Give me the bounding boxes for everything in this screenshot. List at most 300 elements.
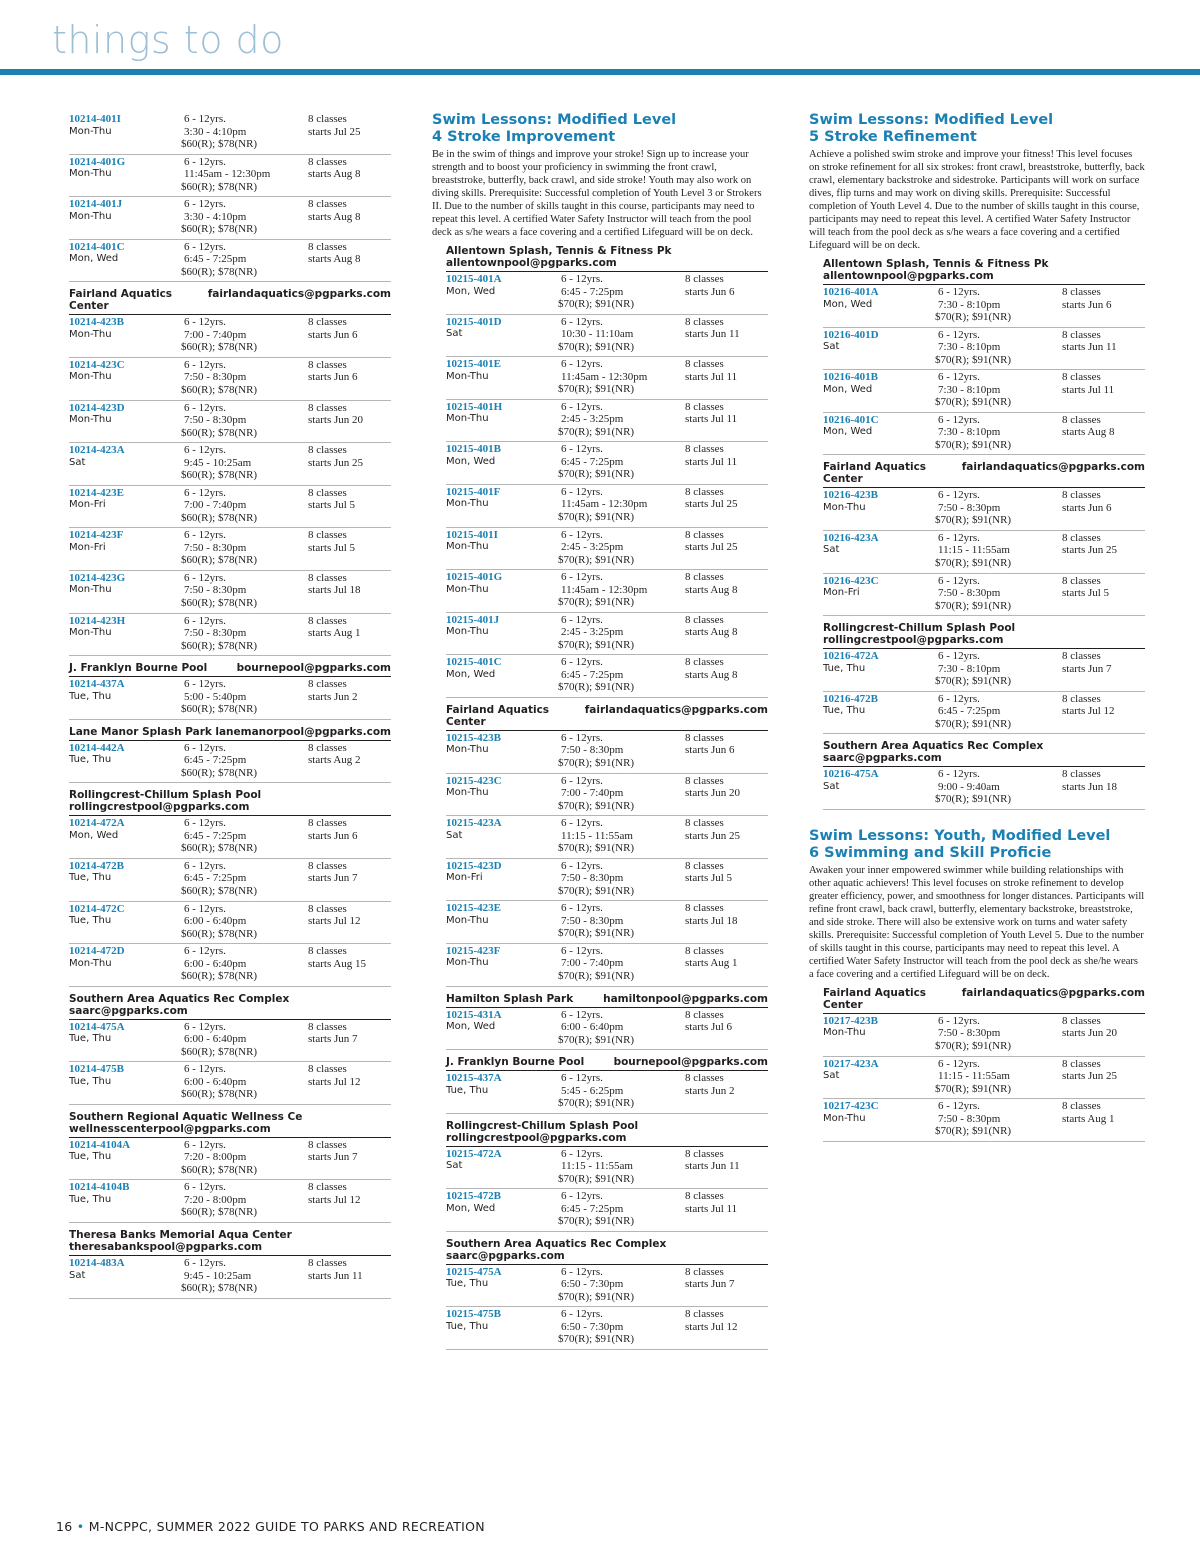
class-row [69, 571, 391, 614]
class-start: starts Jun 7 [308, 1151, 358, 1164]
class-code: 10214-442A [69, 741, 125, 754]
class-fee: $70(R); $91(NR) [935, 793, 1012, 806]
class-time: 6:00 - 6:40pm [184, 1033, 247, 1046]
class-age: 6 - 12yrs. [938, 328, 980, 341]
page-footer [56, 1519, 485, 1534]
class-count: 8 classes [1062, 692, 1101, 705]
class-age: 6 - 12yrs. [561, 859, 603, 872]
class-fee: $70(R); $91(NR) [935, 438, 1012, 451]
class-row [69, 358, 391, 401]
class-age: 6 - 12yrs. [938, 531, 980, 544]
class-age: 6 - 12yrs. [184, 741, 226, 754]
class-time: 7:50 - 8:30pm [938, 1112, 1001, 1125]
class-days: Mon, Wed [446, 455, 496, 467]
class-fee: $70(R); $91(NR) [935, 1082, 1012, 1095]
class-time: 9:00 - 9:40am [938, 780, 1000, 793]
class-days: Tue, Thu [69, 1151, 112, 1163]
class-age: 6 - 12yrs. [184, 316, 226, 329]
class-days: Tue, Thu [446, 1320, 489, 1332]
class-row [69, 859, 391, 902]
class-start: starts Aug 2 [308, 754, 361, 767]
class-age: 6 - 12yrs. [184, 614, 226, 627]
location-header [823, 740, 1145, 767]
class-count: 8 classes [1062, 1057, 1101, 1070]
class-count: 8 classes [685, 817, 724, 830]
class-count: 8 classes [308, 571, 347, 584]
class-start: starts Jun 18 [1062, 780, 1117, 793]
class-days: Mon, Wed [69, 829, 119, 841]
class-start: starts Jun 25 [1062, 544, 1117, 557]
class-code: 10216-423A [823, 531, 879, 544]
class-age: 6 - 12yrs. [561, 1190, 603, 1203]
class-code: 10215-401D [446, 315, 502, 328]
class-count: 8 classes [1062, 1100, 1101, 1113]
class-time: 2:45 - 3:25pm [561, 626, 624, 639]
class-code: 10214-423D [69, 401, 125, 414]
class-row [446, 859, 768, 902]
class-start: starts Jun 11 [685, 328, 740, 341]
location-name: Southern Area Aquatics Rec Complex [823, 740, 1044, 753]
class-fee: $70(R); $91(NR) [558, 510, 635, 523]
class-time: 7:00 - 7:40pm [184, 328, 247, 341]
class-age: 6 - 12yrs. [561, 485, 603, 498]
class-row [69, 816, 391, 859]
class-time: 5:45 - 6:25pm [561, 1084, 624, 1097]
class-fee: $70(R); $91(NR) [558, 1290, 635, 1303]
class-fee: $70(R); $91(NR) [558, 1097, 635, 1110]
class-days: Mon, Wed [823, 426, 873, 438]
class-start: starts Jul 12 [308, 915, 361, 927]
location-email: rollingcrestpool@pgparks.com [446, 1131, 627, 1144]
class-time: 11:15 - 11:55am [561, 829, 633, 842]
class-fee: $60(R); $78(NR) [181, 223, 258, 236]
class-row [69, 315, 391, 358]
class-code: 10215-401G [446, 571, 503, 584]
class-days: Sat [69, 1269, 86, 1281]
class-age: 6 - 12yrs. [184, 945, 226, 958]
class-days: Mon-Thu [69, 371, 112, 383]
class-fee: $70(R); $91(NR) [558, 298, 635, 310]
location-header [69, 1229, 391, 1256]
class-days: Mon, Wed [69, 253, 119, 265]
class-count: 8 classes [685, 656, 724, 669]
class-count: 8 classes [1062, 574, 1101, 587]
class-row [446, 1307, 768, 1350]
class-count: 8 classes [308, 1138, 347, 1151]
class-code: 10217-423A [823, 1057, 879, 1070]
class-code: 10214-4104A [69, 1138, 131, 1151]
class-count: 8 classes [308, 113, 347, 125]
class-days: Tue, Thu [69, 1193, 112, 1205]
class-count: 8 classes [308, 678, 347, 691]
class-days: Tue, Thu [69, 754, 112, 766]
class-code: 10215-423B [446, 731, 501, 744]
class-days: Tue, Thu [69, 1075, 112, 1087]
location-name: Rollingcrest-Chillum Splash Pool [69, 789, 262, 802]
class-code: 10214-437A [69, 678, 125, 691]
class-days: Tue, Thu [69, 690, 112, 702]
location-name: Fairland Aquatics Center [446, 703, 550, 728]
class-code: 10215-401B [446, 443, 501, 456]
class-fee: $70(R); $91(NR) [935, 311, 1012, 323]
class-time: 5:00 - 5:40pm [184, 690, 247, 703]
class-count: 8 classes [1062, 286, 1101, 298]
location-email: rollingcrestpool@pgparks.com [69, 801, 250, 814]
class-code: 10215-437A [446, 1072, 502, 1085]
class-row [446, 1008, 768, 1051]
class-row [69, 1256, 391, 1299]
class-fee: $70(R); $91(NR) [558, 340, 635, 353]
class-start: starts Jul 5 [685, 872, 733, 885]
class-age: 6 - 12yrs. [561, 273, 603, 285]
class-code: 10214-423A [69, 444, 125, 457]
class-time: 7:00 - 7:40pm [184, 499, 247, 512]
location-group [446, 704, 768, 987]
class-count: 8 classes [308, 1257, 347, 1270]
location-group [446, 1238, 768, 1350]
location-header [69, 1111, 391, 1138]
class-start: starts Jun 6 [308, 829, 358, 842]
class-fee: $70(R); $91(NR) [935, 1039, 1012, 1052]
location-name: Allentown Splash, Tennis & Fitness Pk [823, 258, 1049, 270]
class-row [69, 944, 391, 987]
class-days: Mon-Thu [69, 957, 112, 969]
class-days: Mon-Fri [446, 872, 483, 884]
class-start: starts Jul 25 [685, 541, 738, 554]
class-row [69, 902, 391, 945]
class-row [69, 197, 391, 240]
class-days: Tue, Thu [69, 1033, 112, 1045]
class-time: 6:45 - 7:25pm [938, 705, 1001, 718]
class-days: Mon-Thu [69, 168, 112, 180]
class-code: 10217-423B [823, 1014, 878, 1027]
class-fee: $70(R); $91(NR) [558, 756, 635, 769]
class-start: starts Jul 12 [308, 1075, 361, 1088]
location-header [446, 704, 768, 731]
class-row [823, 692, 1145, 735]
class-start: starts Jun 25 [685, 829, 740, 842]
class-count: 8 classes [308, 817, 347, 830]
class-time: 6:45 - 7:25pm [561, 455, 624, 468]
class-code: 10214-472D [69, 945, 125, 958]
class-code: 10215-401E [446, 358, 501, 371]
class-start: starts Jun 20 [685, 787, 740, 800]
class-row [446, 528, 768, 571]
location-group [823, 622, 1145, 734]
class-time: 6:45 - 7:25pm [184, 872, 247, 885]
class-start: starts Aug 8 [308, 253, 361, 266]
class-fee: $70(R); $91(NR) [935, 514, 1012, 527]
class-count: 8 classes [685, 1190, 724, 1203]
class-age: 6 - 12yrs. [184, 817, 226, 830]
class-days: Tue, Thu [446, 1084, 489, 1096]
location-name: Fairland Aquatics Center [823, 461, 927, 486]
class-time: 7:50 - 8:30pm [184, 414, 247, 427]
location-group [823, 258, 1145, 455]
class-fee: $70(R); $91(NR) [935, 675, 1012, 688]
class-code: 10214-472A [69, 817, 125, 830]
class-row [69, 155, 391, 198]
class-count: 8 classes [308, 358, 347, 371]
class-fee: $70(R); $91(NR) [935, 717, 1012, 730]
location-email: bournepool@pgparks.com [236, 662, 391, 675]
column-2 [432, 112, 768, 1350]
page-number: 16 [56, 1519, 73, 1534]
class-row [446, 944, 768, 987]
class-age: 6 - 12yrs. [938, 574, 980, 587]
class-time: 6:00 - 6:40pm [561, 1021, 624, 1033]
class-code: 10216-401B [823, 371, 878, 384]
class-row [446, 1147, 768, 1190]
class-count: 8 classes [1062, 768, 1101, 781]
class-fee: $60(R); $78(NR) [181, 639, 258, 652]
class-fee: $70(R); $91(NR) [935, 556, 1012, 569]
class-row [823, 574, 1145, 617]
class-code: 10216-423B [823, 489, 878, 502]
class-fee: $70(R); $91(NR) [558, 842, 635, 855]
class-code: 10216-401C [823, 413, 879, 426]
class-age: 6 - 12yrs. [184, 678, 226, 691]
class-time: 7:50 - 8:30pm [561, 872, 624, 885]
section-description: Awaken your inner empowered swimmer while building relationships with other aquatic achievers! This level focuses on stroke refinement to develop greater efficiency, power, and smoothness for longer distances. Participants will refine front crawl, back crawl, butterfly, elementary backstroke, breaststroke, and side stroke. There will also be extensive work on turns and water safety skills. Prerequisite: Successful completion of Youth Level 5. Due to the number of skills taught in this course, participants may need to repeat this level. A certified Water Safety Instructor will teach from the pool deck as she/he wears a face covering and a certified Lifeguard will be on deck. [809, 864, 1145, 980]
class-fee: $60(R); $78(NR) [181, 1045, 258, 1058]
class-count: 8 classes [685, 944, 724, 957]
class-row [823, 767, 1145, 810]
class-time: 6:45 - 7:25pm [561, 668, 624, 681]
section-title [809, 828, 1145, 862]
section-gap [809, 810, 1145, 828]
location-group [823, 987, 1145, 1142]
class-code: 10215-423E [446, 902, 501, 915]
class-time: 6:50 - 7:30pm [561, 1320, 624, 1333]
class-time: 6:00 - 6:40pm [184, 915, 247, 927]
class-row [446, 485, 768, 528]
class-time: 7:00 - 7:40pm [561, 787, 624, 800]
class-time: 11:45am - 12:30pm [184, 168, 271, 181]
class-start: starts Jun 6 [308, 328, 358, 341]
class-fee: $70(R); $91(NR) [558, 681, 635, 694]
location-name: Southern Area Aquatics Rec Complex [446, 1237, 667, 1250]
class-age: 6 - 12yrs. [184, 529, 226, 542]
class-age: 6 - 12yrs. [561, 358, 603, 371]
class-code: 10214-401G [69, 155, 126, 168]
class-row [446, 655, 768, 698]
section-description: Be in the swim of things and improve your stroke! Sign up to increase your strength and to boost your proficiency in swimming the front crawl, breaststroke, butterfly, back crawl, and side stroke! Youth may also work on diving skills. Prerequisite: Successful completion of Youth Level 3 or Strokers II. Due to the number of skills taught in this course, participants may need to repeat this level. A certified Water Safety Instructor will teach from the pool deck as s/he wears a face covering and a certified Lifeguard will be on deck. [432, 149, 762, 238]
class-fee: $70(R); $91(NR) [558, 799, 635, 812]
class-age: 6 - 12yrs. [561, 315, 603, 328]
class-row [446, 1071, 768, 1114]
class-days: Mon-Fri [69, 541, 106, 553]
location-header [823, 258, 1145, 285]
class-start: starts Jul 12 [308, 1193, 361, 1206]
class-start: starts Jul 11 [1062, 383, 1115, 396]
class-start: starts Jul 5 [1062, 587, 1110, 600]
section-description: Achieve a polished swim stroke and improve your fitness! This level focuses on stroke refinement for all six strokes: front crawl, breaststroke, butterfly, back crawl, elementary backstroke and sidestroke. Participants will work on surface dives, flip turns and may work on diving skills. Prerequisite: Successful completion of Youth Level 4. Due to the number of skills taught in this course, participants may need to repeat this level. A certified Water Safety Instructor will teach from the pool deck as s/he wears a face covering and a certified Lifeguard will be on deck. [809, 149, 1145, 251]
location-email: fairlandaquatics@pgparks.com [207, 288, 391, 301]
class-code: 10215-431A [446, 1008, 502, 1021]
class-code: 10216-401A [823, 286, 879, 298]
class-age: 6 - 12yrs. [561, 817, 603, 830]
class-row [69, 1138, 391, 1181]
class-age: 6 - 12yrs. [561, 656, 603, 669]
class-age: 6 - 12yrs. [561, 731, 603, 744]
location-email: saarc@pgparks.com [823, 752, 942, 765]
class-row [823, 531, 1145, 574]
class-count: 8 classes [308, 240, 347, 253]
class-count: 8 classes [685, 315, 724, 328]
class-count: 8 classes [1062, 413, 1101, 426]
class-code: 10214-4104B [69, 1181, 130, 1194]
class-fee: $60(R); $78(NR) [181, 265, 258, 278]
class-row [446, 1265, 768, 1308]
class-days: Sat [446, 829, 463, 841]
class-time: 9:45 - 10:25am [184, 456, 252, 469]
class-count: 8 classes [1062, 489, 1101, 502]
class-code: 10215-401I [446, 528, 498, 541]
class-age: 6 - 12yrs. [561, 613, 603, 626]
class-age: 6 - 12yrs. [561, 944, 603, 957]
class-fee: $70(R); $91(NR) [558, 1033, 635, 1046]
class-start: starts Jun 2 [308, 690, 358, 703]
class-age: 6 - 12yrs. [938, 768, 980, 781]
class-code: 10216-401D [823, 328, 879, 341]
class-count: 8 classes [685, 571, 724, 584]
section-title [432, 112, 768, 146]
class-time: 7:30 - 8:10pm [938, 426, 1001, 439]
class-code: 10216-423C [823, 574, 879, 587]
class-count: 8 classes [308, 945, 347, 958]
class-time: 6:50 - 7:30pm [561, 1278, 624, 1291]
class-fee: $60(R); $78(NR) [181, 341, 258, 354]
class-fee: $70(R); $91(NR) [935, 353, 1012, 366]
location-name: Fairland Aquatics Center [69, 288, 173, 313]
section-title [809, 112, 1145, 146]
section-title-line1: Swim Lessons: Modified Level [432, 112, 677, 128]
class-start: starts Jul 25 [685, 498, 738, 511]
class-start: starts Jul 5 [308, 541, 356, 554]
class-fee: $60(R); $78(NR) [181, 1282, 258, 1295]
class-groups [809, 258, 1145, 810]
class-age: 6 - 12yrs. [561, 774, 603, 787]
class-time: 11:45am - 12:30pm [561, 498, 648, 511]
class-code: 10215-475A [446, 1265, 502, 1278]
location-email: theresabankspool@pgparks.com [69, 1241, 263, 1254]
location-header [446, 1120, 768, 1147]
class-age: 6 - 12yrs. [184, 1020, 226, 1033]
class-days: Mon-Thu [446, 583, 489, 595]
class-fee: $70(R); $91(NR) [558, 1333, 635, 1346]
class-age: 6 - 12yrs. [561, 1308, 603, 1321]
class-count: 8 classes [685, 1008, 724, 1021]
location-header [446, 1238, 768, 1265]
class-days: Tue, Thu [69, 915, 112, 926]
class-time: 7:50 - 8:30pm [938, 501, 1001, 514]
class-count: 8 classes [308, 902, 347, 915]
location-group [69, 1229, 391, 1299]
class-start: starts Jun 11 [685, 1160, 740, 1173]
column-1 [69, 112, 391, 1299]
class-age: 6 - 12yrs. [938, 489, 980, 502]
class-count: 8 classes [685, 1308, 724, 1321]
class-days: Sat [446, 1160, 463, 1172]
class-age: 6 - 12yrs. [938, 692, 980, 705]
class-days: Mon, Wed [446, 1021, 496, 1032]
class-count: 8 classes [1062, 371, 1101, 384]
location-header [69, 288, 391, 315]
class-fee: $70(R); $91(NR) [935, 1125, 1012, 1138]
class-start: starts Aug 8 [308, 210, 361, 223]
class-start: starts Jun 25 [308, 456, 363, 469]
class-count: 8 classes [685, 774, 724, 787]
class-fee: $70(R); $91(NR) [558, 638, 635, 651]
class-fee: $70(R); $91(NR) [558, 383, 635, 396]
class-row [69, 1180, 391, 1223]
class-code: 10215-475B [446, 1308, 501, 1321]
class-row [823, 370, 1145, 413]
class-fee: $70(R); $91(NR) [558, 596, 635, 609]
class-age: 6 - 12yrs. [561, 528, 603, 541]
location-header [823, 622, 1145, 649]
class-start: starts Jul 18 [685, 914, 738, 927]
location-header [69, 726, 391, 741]
class-days: Tue, Thu [823, 662, 866, 674]
location-header [823, 987, 1145, 1014]
location-email: saarc@pgparks.com [446, 1249, 565, 1262]
location-header [69, 789, 391, 816]
class-code: 10214-475A [69, 1020, 125, 1033]
class-days: Sat [823, 780, 840, 792]
class-row [446, 901, 768, 944]
class-days: Mon-Thu [446, 541, 489, 553]
class-count: 8 classes [1062, 328, 1101, 341]
location-email: fairlandaquatics@pgparks.com [584, 703, 768, 716]
class-age: 6 - 12yrs. [561, 902, 603, 915]
class-row [69, 486, 391, 529]
class-time: 7:20 - 8:00pm [184, 1193, 247, 1206]
class-code: 10215-472B [446, 1190, 501, 1203]
class-row [823, 1014, 1145, 1057]
class-days: Mon-Thu [446, 744, 489, 756]
class-groups [809, 987, 1145, 1142]
class-code: 10216-472A [823, 650, 879, 663]
location-group [446, 245, 768, 698]
location-header [446, 245, 768, 272]
class-row [446, 613, 768, 656]
class-age: 6 - 12yrs. [184, 198, 226, 211]
location-group [823, 740, 1145, 810]
class-time: 7:30 - 8:10pm [938, 662, 1001, 675]
class-days: Mon-Thu [69, 210, 112, 222]
section-title-line2: 4 Stroke Improvement [432, 129, 616, 145]
class-days: Mon-Fri [823, 587, 860, 599]
class-code: 10214-401J [69, 198, 123, 211]
class-start: starts Jun 11 [1062, 341, 1117, 354]
class-fee: $60(R); $78(NR) [181, 426, 258, 439]
class-start: starts Aug 8 [1062, 426, 1115, 439]
location-name: Rollingcrest-Chillum Splash Pool [446, 1119, 639, 1132]
class-count: 8 classes [685, 1265, 724, 1278]
location-name: Theresa Banks Memorial Aqua Center [69, 1229, 292, 1242]
class-row [446, 442, 768, 485]
class-row [446, 774, 768, 817]
class-fee: $60(R); $78(NR) [181, 138, 258, 150]
class-start: starts Jul 12 [685, 1320, 738, 1333]
class-time: 6:45 - 7:25pm [561, 1202, 624, 1215]
class-count: 8 classes [685, 400, 724, 413]
class-start: starts Jun 7 [685, 1278, 735, 1291]
class-fee: $70(R); $91(NR) [558, 927, 635, 940]
section-title-line2: 5 Stroke Refinement [809, 129, 977, 145]
